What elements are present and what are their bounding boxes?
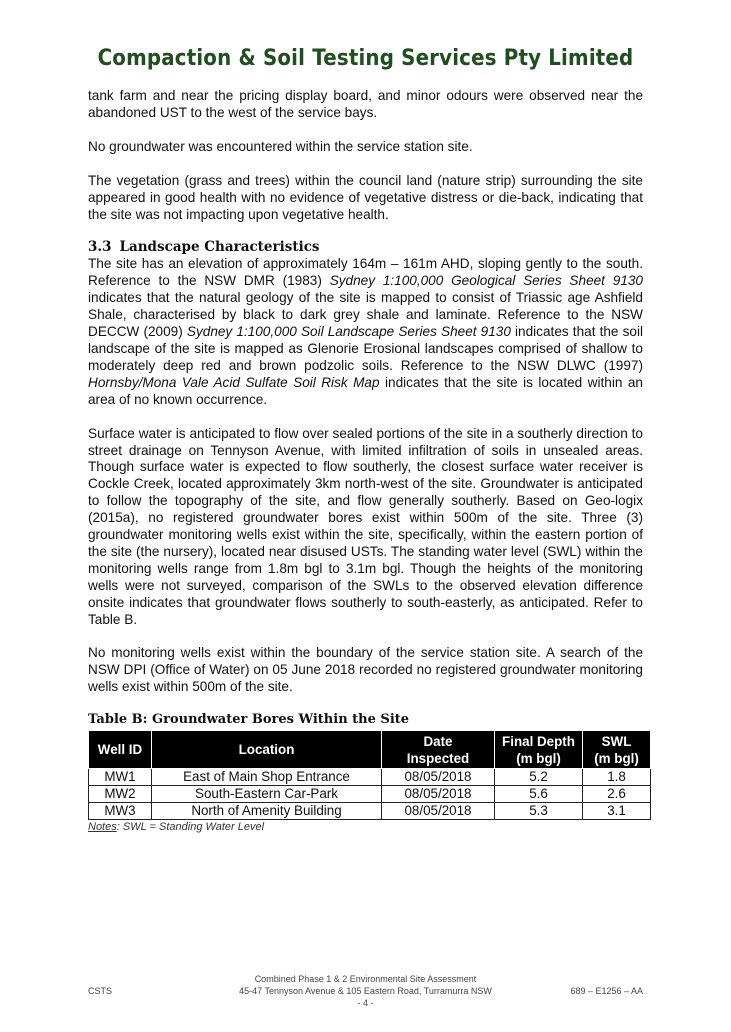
cell-swl: 2.6 <box>583 786 651 803</box>
company-header: Compaction & Soil Testing Services Pty Limited <box>97 46 634 71</box>
paragraph-landscape <box>88 256 643 408</box>
cell-date: 08/05/2018 <box>382 786 495 803</box>
cell-location: North of Amenity Building <box>152 803 382 820</box>
header-final-depth: Final Depth (m bgl) <box>495 731 583 769</box>
header-swl: SWL (m bgl) <box>583 731 651 769</box>
footer-right: 689 – E1256 – AA <box>570 986 643 996</box>
notes-label: Notes <box>88 821 117 834</box>
paragraph-vegetation: The vegetation (grass and trees) within the council land (nature strip) surrounding the site appeared in good health with no evidence of vegetative distress or die-back, indicating that the site was not impacting upon vegetative health. <box>88 172 643 222</box>
footer-report-title: Combined Phase 1 & 2 Environmental Site Assessment <box>254 974 477 984</box>
landscape-text-a: The site has an elevation of approximately 164m – 161m AHD, sloping gently to the south. Reference to the NSW DMR (1983) <box>88 256 643 289</box>
paragraph-monitoring-wells: No monitoring wells exist within the boundary of the service station site. A search of the NSW DPI (Office of Water) on 05 June 2018 recorded no registered groundwater monitoring wells exist within 500m of the site. <box>88 645 643 695</box>
cell-date: 08/05/2018 <box>382 803 495 820</box>
landscape-text-c: indicates that the natural geology of the site is mapped to consist of Triassic age Ashfield Shale, characterised by black to dark grey shale and laminate. Reference to the NSW DECCW (2009) <box>88 290 643 340</box>
paragraph-surface-water: Surface water is anticipated to flow over sealed portions of the site in a southerly direction to street drainage on Tennyson Avenue, with limited infiltration of soils in unsealed areas. Though surface water is expected to flow southerly, the closest surface water receiver is Cockle Creek, located approximately 3km north-west of the site. Groundwater is anticipated to follow the topography of the site, and flow generally southerly. Based on Geo-logix (2015a), no registered groundwater bores exist within 500m of the site. Three (3) groundwater monitoring wells exist within the site, specifically, within the eastern portion of the site (the nursery), located near disused USTs. The standing water level (SWL) within the monitoring wells range from 1.8m bgl to 3.1m bgl. Though the heights of the monitoring wells were not surveyed, comparison of the SWLs to the observed elevation difference onsite indicates that groundwater flows southerly to south-easterly, as anticipated. Refer to Table B. <box>88 425 643 627</box>
table-caption: Table B: Groundwater Bores Within the Site <box>88 712 410 728</box>
cell-depth: 5.3 <box>495 803 583 820</box>
landscape-text-e: indicates that the soil landscape of the site is mapped as Glenorie Erosional landscapes comprised of shallow to moderately deep red and brown podzolic soils. Reference to the NSW DLWC (1997) <box>88 324 643 373</box>
section-number: 3.3 <box>88 239 112 256</box>
cell-location: East of Main Shop Entrance <box>152 769 382 786</box>
header-date: Date Inspected <box>382 731 495 769</box>
table-row <box>89 769 651 786</box>
cell-date: 08/05/2018 <box>382 769 495 786</box>
footer-page-number: - 4 - <box>357 998 374 1008</box>
table-notes <box>88 820 643 834</box>
soil-map-ref: Sydney 1:100,000 Soil Landscape Series Sheet 9130 <box>186 324 511 340</box>
landscape-text-g: indicates that the site is located within an area of no known occurrence. <box>88 374 643 407</box>
groundwater-bores-table <box>88 730 651 820</box>
header-location: Location <box>152 731 382 769</box>
cell-well-id: MW3 <box>89 803 152 820</box>
paragraph-no-groundwater: No groundwater was encountered within the service station site. <box>88 138 473 154</box>
footer-address: 45-47 Tennyson Avenue & 105 Eastern Road, Turramurra NSW <box>239 986 492 996</box>
document-body <box>88 88 643 834</box>
geology-map-ref: Sydney 1:100,000 Geological Series Sheet 9130 <box>329 273 643 289</box>
cell-swl: 1.8 <box>583 769 651 786</box>
notes-text: : SWL = Standing Water Level <box>116 821 265 834</box>
table-header-row <box>89 731 651 769</box>
table-row <box>89 803 651 820</box>
cell-well-id: MW2 <box>89 786 152 803</box>
paragraph-tank-farm: tank farm and near the pricing display board, and minor odours were observed near the abandoned UST to the west of the service bays. <box>88 88 643 120</box>
cell-depth: 5.2 <box>495 769 583 786</box>
table-row <box>89 786 651 803</box>
cell-swl: 3.1 <box>583 803 651 820</box>
acid-sulfate-map-ref: Hornsby/Mona Vale Acid Sulfate Soil Risk Map <box>88 374 380 390</box>
cell-location: South-Eastern Car-Park <box>152 786 382 803</box>
section-heading <box>88 238 643 256</box>
header-well-id: Well ID <box>89 731 152 769</box>
cell-well-id: MW1 <box>89 769 152 786</box>
section-title: Landscape Characteristics <box>119 239 320 256</box>
cell-depth: 5.6 <box>495 786 583 803</box>
footer-left: CSTS <box>88 986 113 996</box>
